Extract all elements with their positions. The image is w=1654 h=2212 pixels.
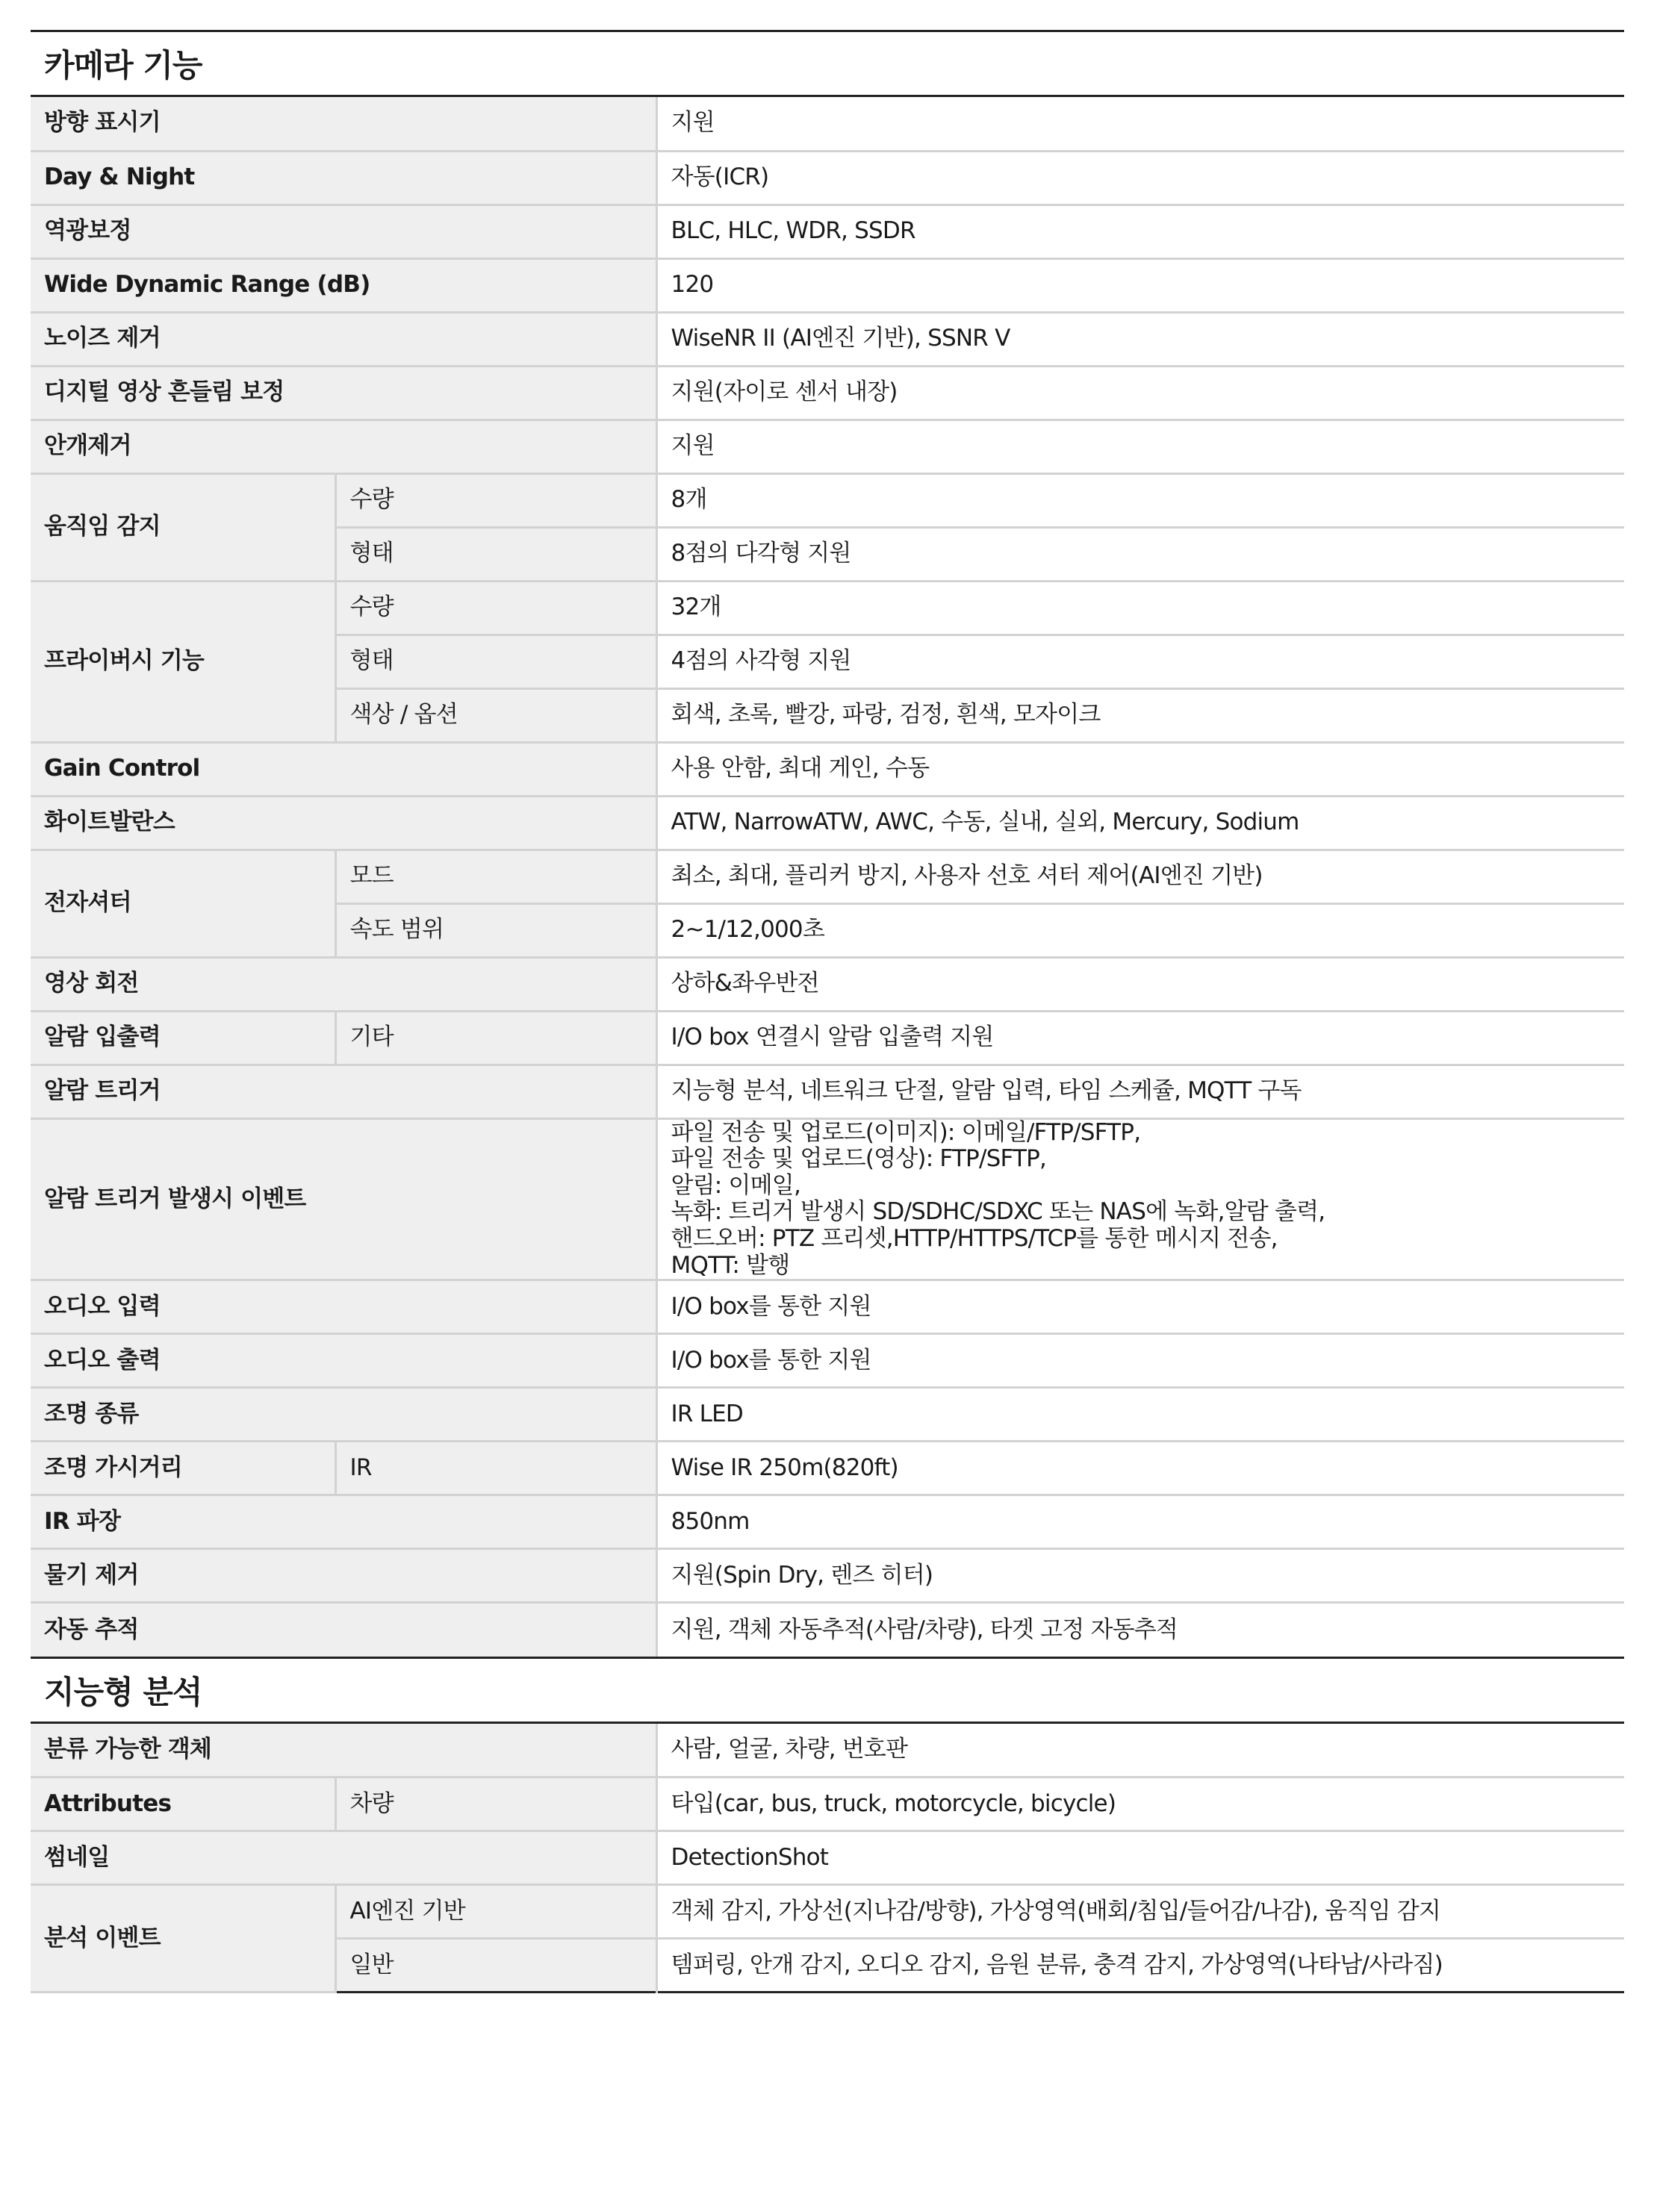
table-row bbox=[31, 1885, 1624, 1939]
row-sublabel: 색상 / 옵션 bbox=[335, 688, 656, 742]
row-sublabel: IR bbox=[335, 1442, 656, 1495]
row-value: IR LED bbox=[656, 1388, 1624, 1442]
table-row bbox=[31, 1724, 1624, 1778]
table-row bbox=[31, 1603, 1624, 1657]
row-sublabel: 모드 bbox=[335, 850, 656, 903]
table-row bbox=[31, 473, 1624, 527]
row-label: 알람 트리거 bbox=[31, 1065, 656, 1118]
row-label: 역광보정 bbox=[31, 205, 656, 258]
row-value: I/O box를 통한 지원 bbox=[656, 1334, 1624, 1388]
table-row bbox=[31, 1065, 1624, 1118]
row-label: 프라이버시 기능 bbox=[31, 581, 335, 742]
row-value: 2~1/12,000초 bbox=[656, 903, 1624, 957]
row-value: ATW, NarrowATW, AWC, 수동, 실내, 실외, Mercury, Sodium bbox=[656, 796, 1624, 850]
row-value: I/O box를 통한 지원 bbox=[656, 1280, 1624, 1334]
row-value: 사용 안함, 최대 게인, 수동 bbox=[656, 742, 1624, 796]
row-label: 오디오 입력 bbox=[31, 1280, 656, 1334]
table-row bbox=[31, 1334, 1624, 1388]
row-label: 디지털 영상 흔들림 보정 bbox=[31, 366, 656, 420]
row-value: 자동(ICR) bbox=[656, 151, 1624, 205]
row-label: 오디오 출력 bbox=[31, 1334, 656, 1388]
row-label: 영상 회전 bbox=[31, 957, 656, 1011]
table-row bbox=[31, 97, 1624, 151]
row-value: 8점의 다각형 지원 bbox=[656, 527, 1624, 581]
row-sublabel: 기타 bbox=[335, 1011, 656, 1065]
row-label: 알람 트리거 발생시 이벤트 bbox=[31, 1118, 656, 1280]
table-row bbox=[31, 796, 1624, 850]
row-value: Wise IR 250m(820ft) bbox=[656, 1442, 1624, 1495]
row-value: 지능형 분석, 네트워크 단절, 알람 입력, 타임 스케쥴, MQTT 구독 bbox=[656, 1065, 1624, 1118]
row-value-multiline bbox=[656, 1118, 1624, 1280]
row-value: 120 bbox=[656, 258, 1624, 312]
value-line: MQTT: 발행 bbox=[671, 1251, 790, 1279]
row-value: WiseNR II (AI엔진 기반), SSNR V bbox=[656, 312, 1624, 366]
row-value: 템퍼링, 안개 감지, 오디오 감지, 음원 분류, 충격 감지, 가상영역(나타남/사라짐) bbox=[656, 1939, 1624, 1993]
value-line: 알림: 이메일, bbox=[671, 1171, 800, 1199]
row-value: 지원 bbox=[656, 97, 1624, 151]
table-row bbox=[31, 1280, 1624, 1334]
value-line: 녹화: 트리거 발생시 SD/SDHC/SDXC 또는 NAS에 녹화,알람 출력, bbox=[671, 1198, 1325, 1226]
row-label: 노이즈 제거 bbox=[31, 312, 656, 366]
section-title-camera: 카메라 기능 bbox=[31, 30, 1624, 97]
row-value: 4점의 사각형 지원 bbox=[656, 635, 1624, 688]
row-value: 상하&좌우반전 bbox=[656, 957, 1624, 1011]
value-line: 핸드오버: PTZ 프리셋,HTTP/HTTPS/TCP를 통한 메시지 전송, bbox=[671, 1225, 1278, 1253]
table-row bbox=[31, 957, 1624, 1011]
table-row bbox=[31, 1495, 1624, 1549]
table-row bbox=[31, 151, 1624, 205]
row-label: Wide Dynamic Range (dB) bbox=[31, 258, 656, 312]
value-line: 파일 전송 및 업로드(이미지): 이메일/FTP/SFTP, bbox=[671, 1118, 1141, 1146]
row-sublabel: 형태 bbox=[335, 635, 656, 688]
table-row bbox=[31, 312, 1624, 366]
table-row bbox=[31, 1831, 1624, 1885]
row-sublabel: 수량 bbox=[335, 581, 656, 635]
row-value: BLC, HLC, WDR, SSDR bbox=[656, 205, 1624, 258]
row-label: Gain Control bbox=[31, 742, 656, 796]
row-value: 지원 bbox=[656, 420, 1624, 473]
row-value: 8개 bbox=[656, 473, 1624, 527]
row-value: 타입(car, bus, truck, motorcycle, bicycle) bbox=[656, 1778, 1624, 1831]
row-label: 분석 이벤트 bbox=[31, 1885, 335, 1993]
row-label: 움직임 감지 bbox=[31, 473, 335, 581]
row-label: 조명 가시거리 bbox=[31, 1442, 335, 1495]
row-label: IR 파장 bbox=[31, 1495, 656, 1549]
value-line: 파일 전송 및 업로드(영상): FTP/SFTP, bbox=[671, 1145, 1047, 1173]
row-value: DetectionShot bbox=[656, 1831, 1624, 1885]
camera-spec-table bbox=[31, 97, 1624, 1657]
row-sublabel: AI엔진 기반 bbox=[335, 1885, 656, 1939]
row-value: 객체 감지, 가상선(지나감/방향), 가상영역(배회/침입/들어감/나감), 움직임 감지 bbox=[656, 1885, 1624, 1939]
table-row bbox=[31, 1442, 1624, 1495]
row-label: 안개제거 bbox=[31, 420, 656, 473]
row-value: 최소, 최대, 플리커 방지, 사용자 선호 셔터 제어(AI엔진 기반) bbox=[656, 850, 1624, 903]
row-label: 썸네일 bbox=[31, 1831, 656, 1885]
row-label: 화이트발란스 bbox=[31, 796, 656, 850]
row-value: 지원(자이로 센서 내장) bbox=[656, 366, 1624, 420]
table-row bbox=[31, 1388, 1624, 1442]
row-label: 물기 제거 bbox=[31, 1549, 656, 1603]
row-label: 알람 입출력 bbox=[31, 1011, 335, 1065]
table-row bbox=[31, 581, 1624, 635]
row-value: 회색, 초록, 빨강, 파랑, 검정, 흰색, 모자이크 bbox=[656, 688, 1624, 742]
row-label: 분류 가능한 객체 bbox=[31, 1724, 656, 1778]
row-label: 방향 표시기 bbox=[31, 97, 656, 151]
table-row bbox=[31, 205, 1624, 258]
row-sublabel: 차량 bbox=[335, 1778, 656, 1831]
row-label: Attributes bbox=[31, 1778, 335, 1831]
section-title-analytics: 지능형 분석 bbox=[31, 1657, 1624, 1724]
table-row bbox=[31, 742, 1624, 796]
row-label: 조명 종류 bbox=[31, 1388, 656, 1442]
table-row bbox=[31, 420, 1624, 473]
row-value: 지원(Spin Dry, 렌즈 히터) bbox=[656, 1549, 1624, 1603]
row-label: Day & Night bbox=[31, 151, 656, 205]
table-row bbox=[31, 1778, 1624, 1831]
table-row bbox=[31, 1011, 1624, 1065]
row-value: 사람, 얼굴, 차량, 번호판 bbox=[656, 1724, 1624, 1778]
table-row bbox=[31, 1118, 1624, 1280]
row-label: 자동 추적 bbox=[31, 1603, 656, 1657]
table-row bbox=[31, 258, 1624, 312]
table-row bbox=[31, 850, 1624, 903]
row-sublabel: 수량 bbox=[335, 473, 656, 527]
table-row bbox=[31, 366, 1624, 420]
analytics-spec-table bbox=[31, 1724, 1624, 1994]
row-sublabel: 형태 bbox=[335, 527, 656, 581]
row-value: 850nm bbox=[656, 1495, 1624, 1549]
row-value: 지원, 객체 자동추적(사람/차량), 타겟 고정 자동추적 bbox=[656, 1603, 1624, 1657]
table-row bbox=[31, 1549, 1624, 1603]
row-sublabel: 일반 bbox=[335, 1939, 656, 1993]
row-value: I/O box 연결시 알람 입출력 지원 bbox=[656, 1011, 1624, 1065]
row-sublabel: 속도 범위 bbox=[335, 903, 656, 957]
row-label: 전자셔터 bbox=[31, 850, 335, 957]
row-value: 32개 bbox=[656, 581, 1624, 635]
